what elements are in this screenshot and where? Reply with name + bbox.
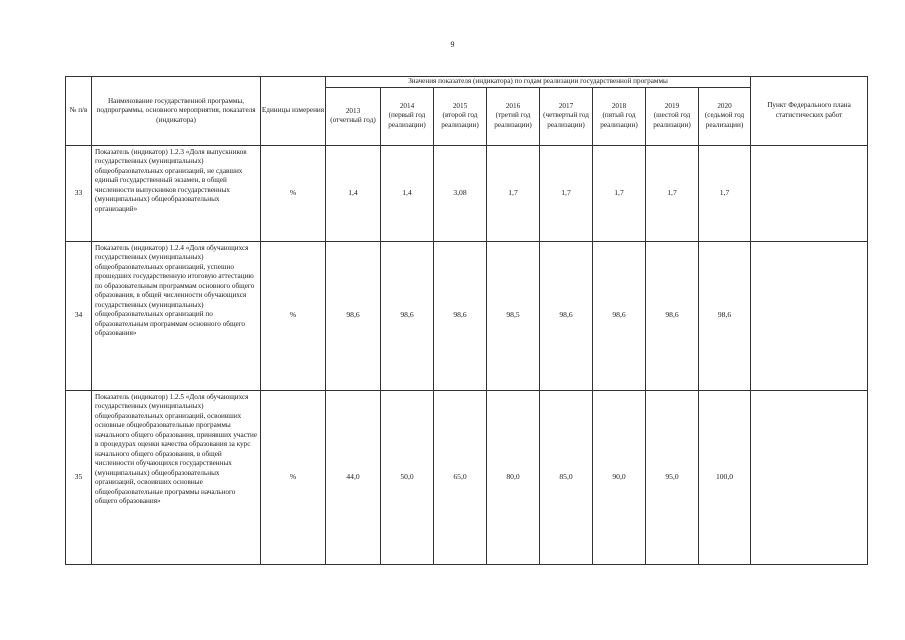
row-value: 1,7 bbox=[646, 145, 699, 241]
header-row-top bbox=[66, 77, 868, 88]
row-value: 1,7 bbox=[487, 145, 540, 241]
row-value: 80,0 bbox=[487, 390, 540, 564]
header-federal-plan: Пункт Федерального плана статистических работ bbox=[751, 77, 868, 146]
row-num: 33 bbox=[66, 145, 92, 241]
row-value: 98,6 bbox=[326, 241, 381, 390]
page-number: 9 bbox=[450, 40, 455, 49]
row-num: 34 bbox=[66, 241, 92, 390]
header-name: Наименование государственной программы, подпрограммы, основного мероприятия, показателя (индикатора) bbox=[92, 77, 261, 146]
header-year: 2013 (отчетный год) bbox=[326, 87, 381, 145]
row-unit: % bbox=[261, 241, 326, 390]
row-value: 1,7 bbox=[593, 145, 646, 241]
header-year: 2017 (четвертый год реализации) bbox=[540, 87, 593, 145]
header-year: 2015 (второй год реализации) bbox=[434, 87, 487, 145]
row-name: Показатель (индикатор) 1.2.4 «Доля обучающихся государственных (муниципальных) общеобразовательных организаций, успешно прошедших государственную итоговую аттестацию по образовательным программам основного общего образования, в общей численности обучающихся государственных (муниципальных) общеобразовательных организаций по образовательным программам основного общего образования» bbox=[92, 241, 261, 390]
row-value: 85,0 bbox=[540, 390, 593, 564]
header-year: 2016 (третий год реализации) bbox=[487, 87, 540, 145]
header-num: № п/в bbox=[66, 77, 92, 146]
row-value: 98,5 bbox=[487, 241, 540, 390]
row-value: 100,0 bbox=[699, 390, 751, 564]
row-value: 98,6 bbox=[381, 241, 434, 390]
header-unit: Единицы измерения bbox=[261, 77, 326, 146]
header-year: 2018 (пятый год реализации) bbox=[593, 87, 646, 145]
table-row bbox=[66, 145, 868, 241]
row-value: 44,0 bbox=[326, 390, 381, 564]
header-values-group: Значения показателя (индикатора) по годам реализации государственной программы bbox=[326, 77, 751, 88]
row-unit: % bbox=[261, 390, 326, 564]
table-row bbox=[66, 241, 868, 390]
table-row bbox=[66, 390, 868, 564]
row-value: 50,0 bbox=[381, 390, 434, 564]
row-value: 98,6 bbox=[434, 241, 487, 390]
row-value: 95,0 bbox=[646, 390, 699, 564]
row-value: 1,7 bbox=[699, 145, 751, 241]
row-value: 98,6 bbox=[593, 241, 646, 390]
row-unit: % bbox=[261, 145, 326, 241]
row-value: 98,6 bbox=[540, 241, 593, 390]
row-value: 1,4 bbox=[381, 145, 434, 241]
row-federal-plan bbox=[751, 390, 868, 564]
row-value: 90,0 bbox=[593, 390, 646, 564]
header-year: 2020 (седьмой год реализации) bbox=[699, 87, 751, 145]
row-name: Показатель (индикатор) 1.2.5 «Доля обучающихся государственных (муниципальных) общеобразовательных организаций, освоивших основные общеобразовательные программы начального общего образования, принявших участие в процедурах оценки качества образования за курс начального общего образования, в общей численности обучающихся государственных (муниципальных) общеобразовательных организаций, освоивших основные общеобразовательные программы начального общего образования» bbox=[92, 390, 261, 564]
row-value: 1,4 bbox=[326, 145, 381, 241]
row-value: 3,08 bbox=[434, 145, 487, 241]
row-value: 1,7 bbox=[540, 145, 593, 241]
row-value: 65,0 bbox=[434, 390, 487, 564]
header-year: 2014 (первый год реализации) bbox=[381, 87, 434, 145]
row-num: 35 bbox=[66, 390, 92, 564]
row-federal-plan bbox=[751, 241, 868, 390]
row-value: 98,6 bbox=[699, 241, 751, 390]
row-value: 98,6 bbox=[646, 241, 699, 390]
row-name: Показатель (индикатор) 1.2.3 «Доля выпускников государственных (муниципальных) общеобразовательных организаций, не сдавших единый государственный экзамен, в общей численности выпускников государственных (муниципальных) общеобразовательных организаций» bbox=[92, 145, 261, 241]
indicator-table bbox=[65, 76, 868, 565]
row-federal-plan bbox=[751, 145, 868, 241]
header-year: 2019 (шестой год реализации) bbox=[646, 87, 699, 145]
